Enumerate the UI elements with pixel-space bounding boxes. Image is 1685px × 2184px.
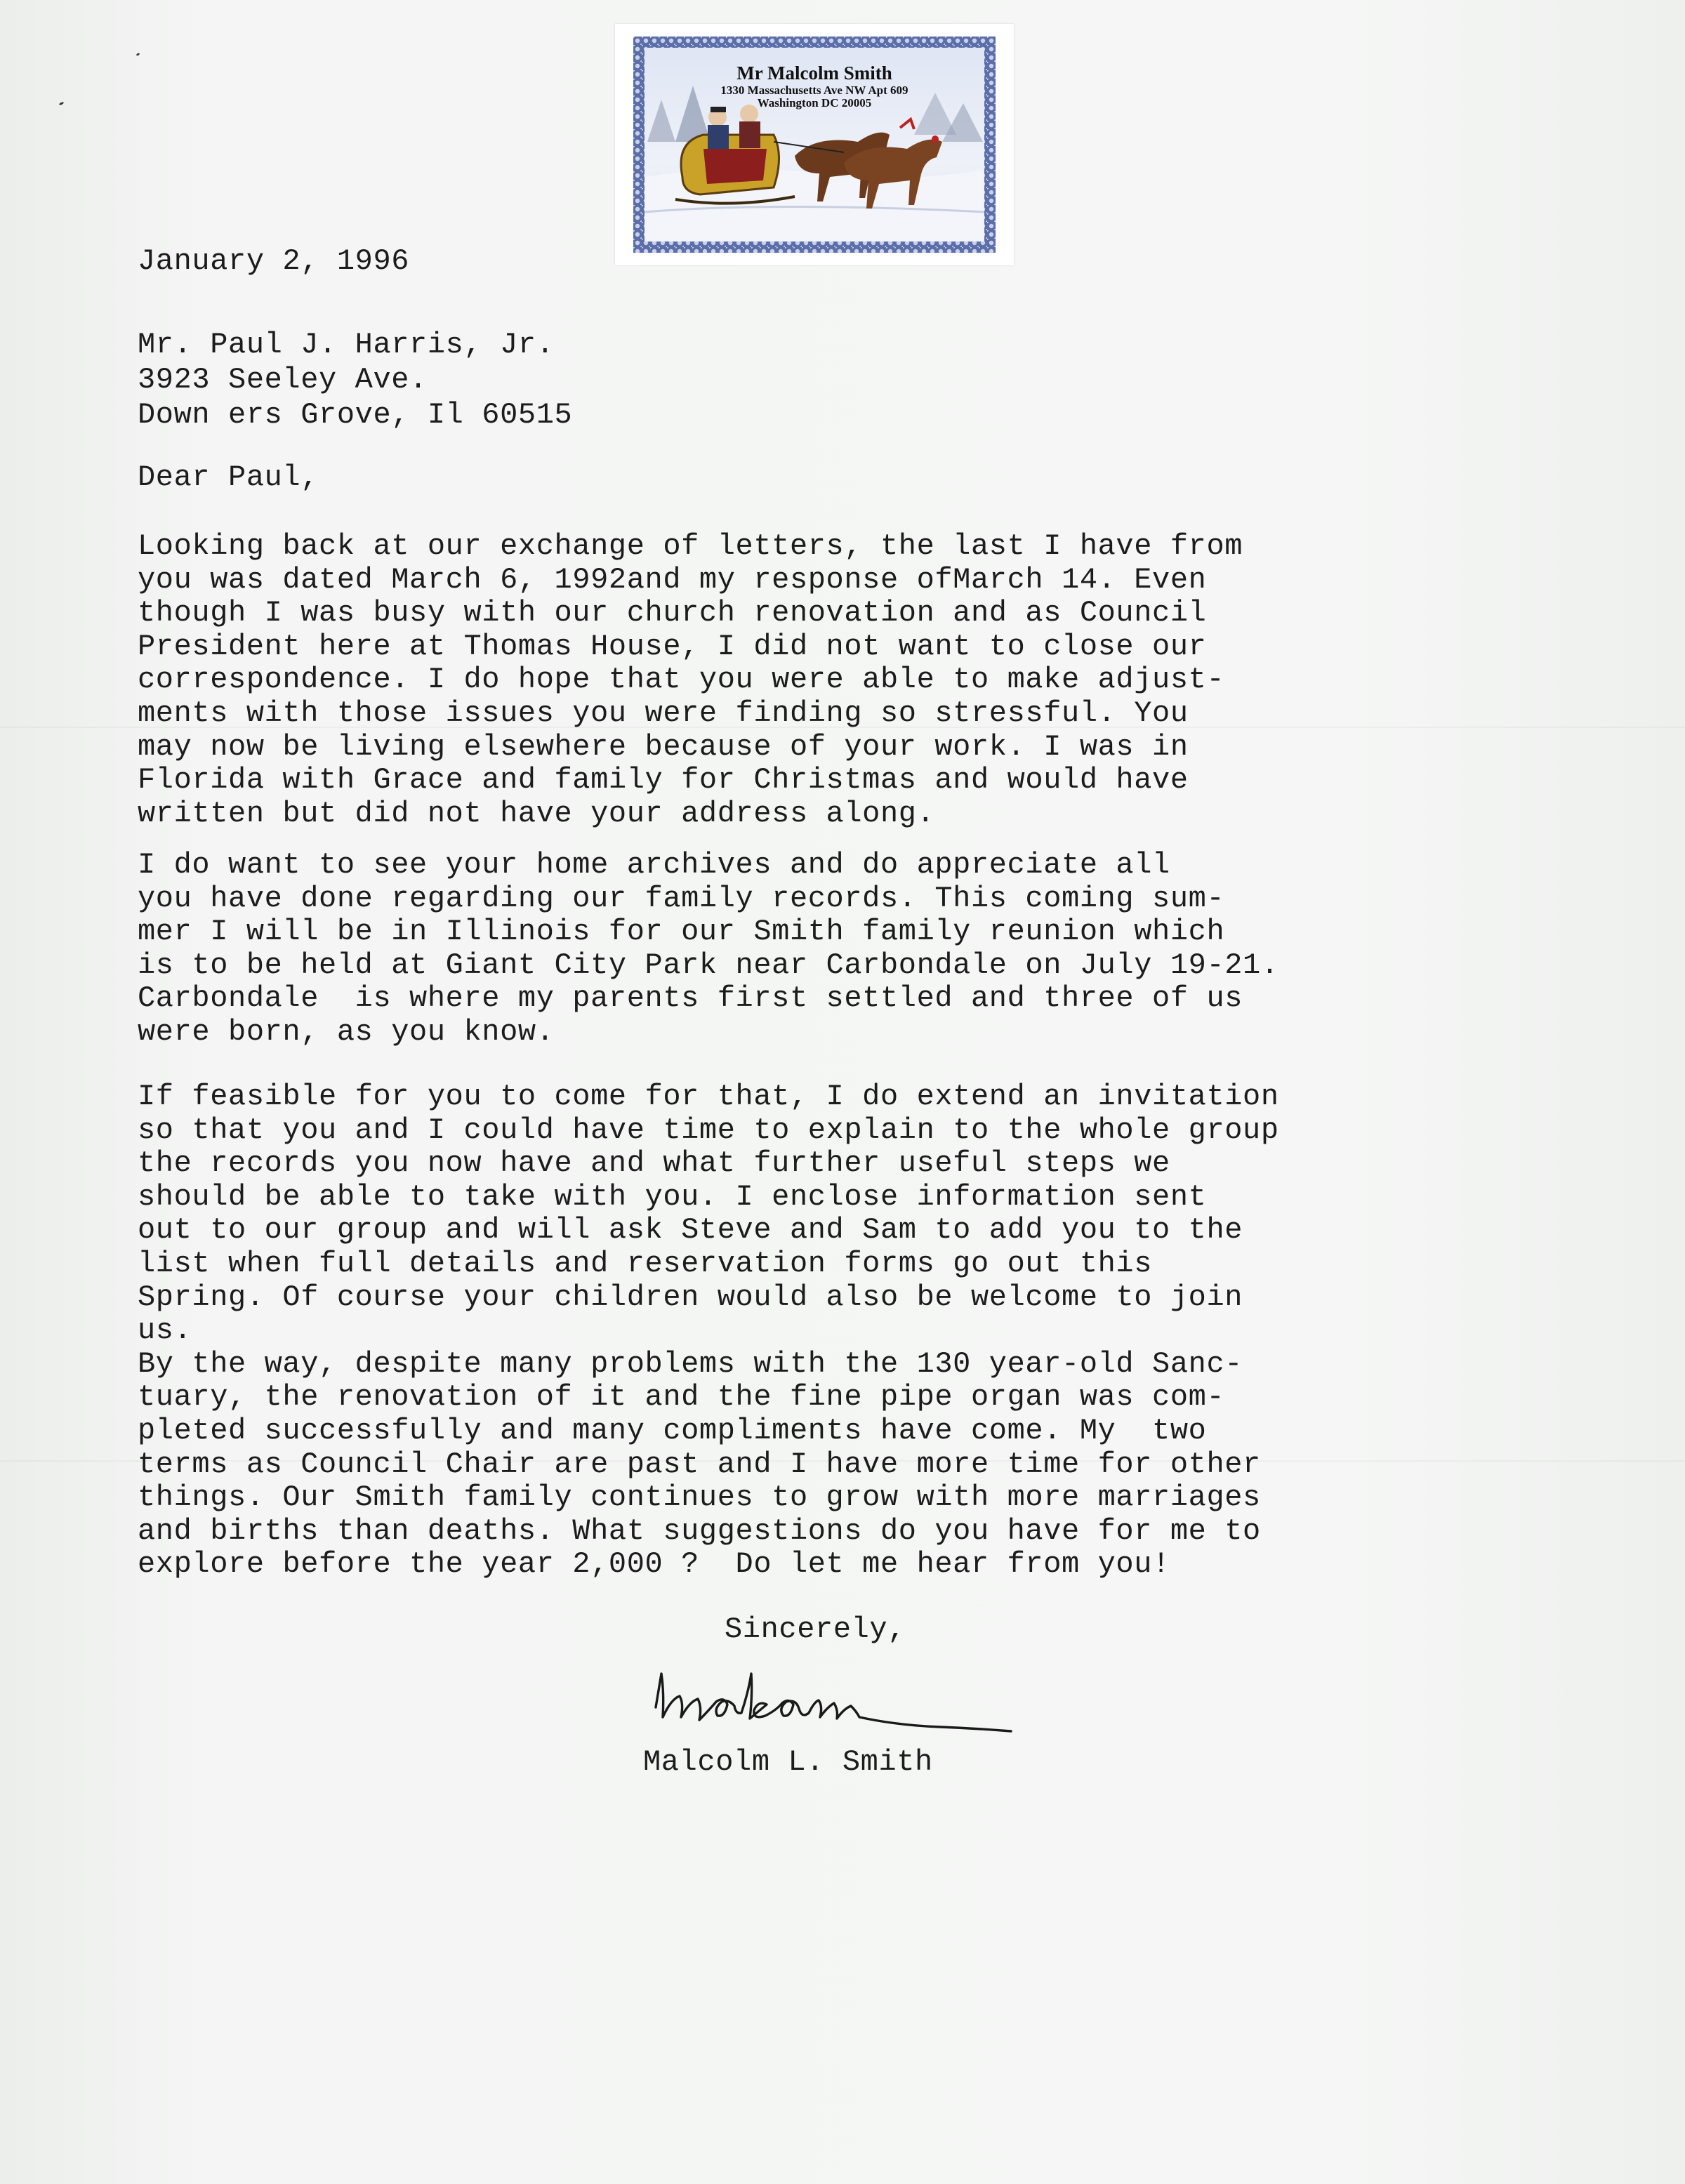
text-line: were born, as you know.: [138, 1014, 555, 1049]
text-line: Carbondale is where my parents first settled and three of us: [138, 981, 1243, 1016]
letter-date: January 2, 1996: [138, 244, 410, 278]
label-name: Mr Malcolm Smith: [736, 62, 892, 84]
text-line: you was dated March 6, 1992and my response ofMarch 14. Even: [138, 562, 1207, 597]
text-line: and births than deaths. What suggestions do you have for me to: [138, 1514, 1261, 1548]
paragraph-3: [138, 1080, 1542, 1582]
text-line: By the way, despite many problems with the 130 year-old Sanc-: [138, 1346, 1243, 1381]
text-line: you have done regarding our family records. This coming sum-: [138, 881, 1225, 915]
paragraph-1: [138, 530, 1542, 830]
text-line: should be able to take with you. I enclose information sent: [138, 1179, 1207, 1214]
text-line: so that you and I could have time to explain to the whole group: [138, 1113, 1279, 1147]
address-line: Down ers Grove, Il 60515: [138, 398, 573, 432]
text-line: correspondence. I do hope that you were able to make adjust-: [138, 663, 1225, 697]
text-line: tuary, the renovation of it and the fine pipe organ was com-: [138, 1380, 1225, 1415]
closing: Sincerely,: [725, 1613, 906, 1646]
text-line: explore before the year 2,000 ? Do let me hear from you!: [138, 1547, 1170, 1582]
text-line: terms as Council Chair are past and I have more time for other: [138, 1447, 1261, 1481]
text-line: written but did not have your address along.: [138, 796, 935, 830]
text-line: list when full details and reservation forms go out this: [138, 1246, 1153, 1280]
text-line: us.: [138, 1313, 192, 1348]
text-line: If feasible for you to come for that, I do extend an invitation: [138, 1080, 1279, 1113]
label-city: Washington DC 20005: [757, 96, 872, 110]
text-line: mer I will be in Illinois for our Smith family reunion which: [138, 915, 1225, 949]
text-line: may now be living elsewhere because of your work. I was in: [138, 729, 1189, 764]
text-line: Spring. Of course your children would also be welcome to join: [138, 1280, 1243, 1314]
label-street: 1330 Massachusetts Ave NW Apt 609: [720, 83, 908, 97]
text-line: is to be held at Giant City Park near Carbondale on July 19-21.: [138, 948, 1279, 982]
signer-name: Malcolm L. Smith: [643, 1745, 933, 1779]
address-line: Mr. Paul J. Harris, Jr.: [138, 328, 555, 362]
recipient-address: [138, 327, 1542, 432]
text-line: ments with those issues you were finding so stressful. You: [138, 696, 1189, 730]
text-line: pleted successfully and many compliments have come. My two: [138, 1413, 1207, 1448]
text-line: I do want to see your home archives and do appreciate all: [138, 848, 1170, 882]
text-line: Florida with Grace and family for Christmas and would have: [138, 763, 1189, 798]
address-line: 3923 Seeley Ave.: [138, 363, 428, 397]
text-line: President here at Thomas House, I did not want to close our: [138, 629, 1207, 663]
salutation: Dear Paul,: [138, 461, 319, 494]
text-line: Looking back at our exchange of letters, the last I have from: [138, 529, 1243, 563]
paragraph-2: [138, 849, 1542, 1050]
text-line: the records you now have and what further useful steps we: [138, 1146, 1170, 1181]
text-line: things. Our Smith family continues to grow with more marriages: [138, 1481, 1261, 1515]
text-line: out to our group and will ask Steve and Sam to add you to the: [138, 1213, 1243, 1247]
handwritten-signature: [646, 1650, 1039, 1741]
text-line: though I was busy with our church renovation and as Council: [138, 596, 1207, 630]
